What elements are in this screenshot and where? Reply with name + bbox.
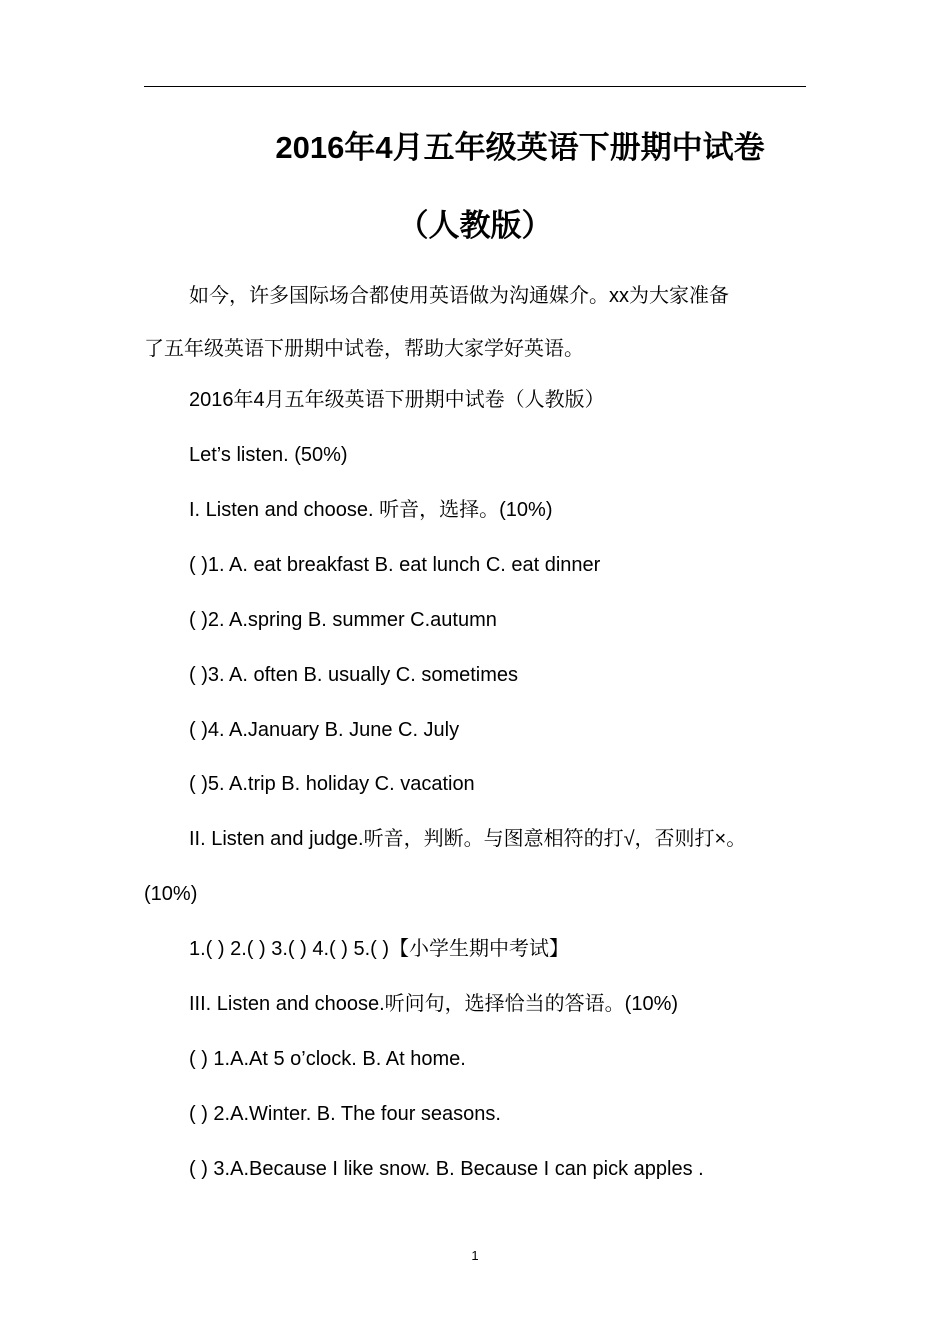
- section-1-question: ( )1. A. eat breakfast B. eat lunch C. eat dinner: [189, 554, 601, 576]
- page-number: 1: [471, 1248, 479, 1263]
- section-2-answer-blanks: 1.( ) 2.( ) 3.( ) 4.( ) 5.( )【小学生期中考试】: [189, 938, 570, 960]
- exam-subtitle: 2016年4月五年级英语下册期中试卷（人教版）: [189, 389, 605, 411]
- section-3-question: ( ) 1.A.At 5 o’clock. B. At home.: [189, 1048, 466, 1070]
- section-1-question: ( )4. A.January B. June C. July: [189, 719, 460, 741]
- section-2-header: II. Listen and judge.听音，判断。与图意相符的打√，否则打×。: [189, 828, 747, 850]
- section-1-question: ( )2. A.spring B. summer C.autumn: [189, 609, 497, 631]
- section-1-question: ( )3. A. often B. usually C. sometimes: [189, 664, 519, 686]
- listen-part-header: Let’s listen. (50%): [189, 444, 348, 466]
- document-title-edition: （人教版）: [397, 208, 553, 243]
- section-3-header: III. Listen and choose.听问句，选择恰当的答语。(10%): [189, 993, 679, 1015]
- section-3-question: ( ) 3.A.Because I like snow. B. Because I can pick apples .: [189, 1158, 704, 1180]
- section-1-question: ( )5. A.trip B. holiday C. vacation: [189, 773, 475, 795]
- header-rule: [144, 86, 806, 87]
- section-2-header-continued: (10%): [144, 883, 198, 905]
- intro-paragraph-line-1: 如今，许多国际场合都使用英语做为沟通媒介。xx为大家准备: [189, 285, 729, 307]
- intro-paragraph-line-2: 了五年级英语下册期中试卷，帮助大家学好英语。: [144, 338, 584, 360]
- section-1-header: I. Listen and choose. 听音，选择。(10%): [189, 499, 553, 521]
- section-3-question: ( ) 2.A.Winter. B. The four seasons.: [189, 1103, 501, 1125]
- document-title: 2016年4月五年级英语下册期中试卷: [275, 130, 765, 165]
